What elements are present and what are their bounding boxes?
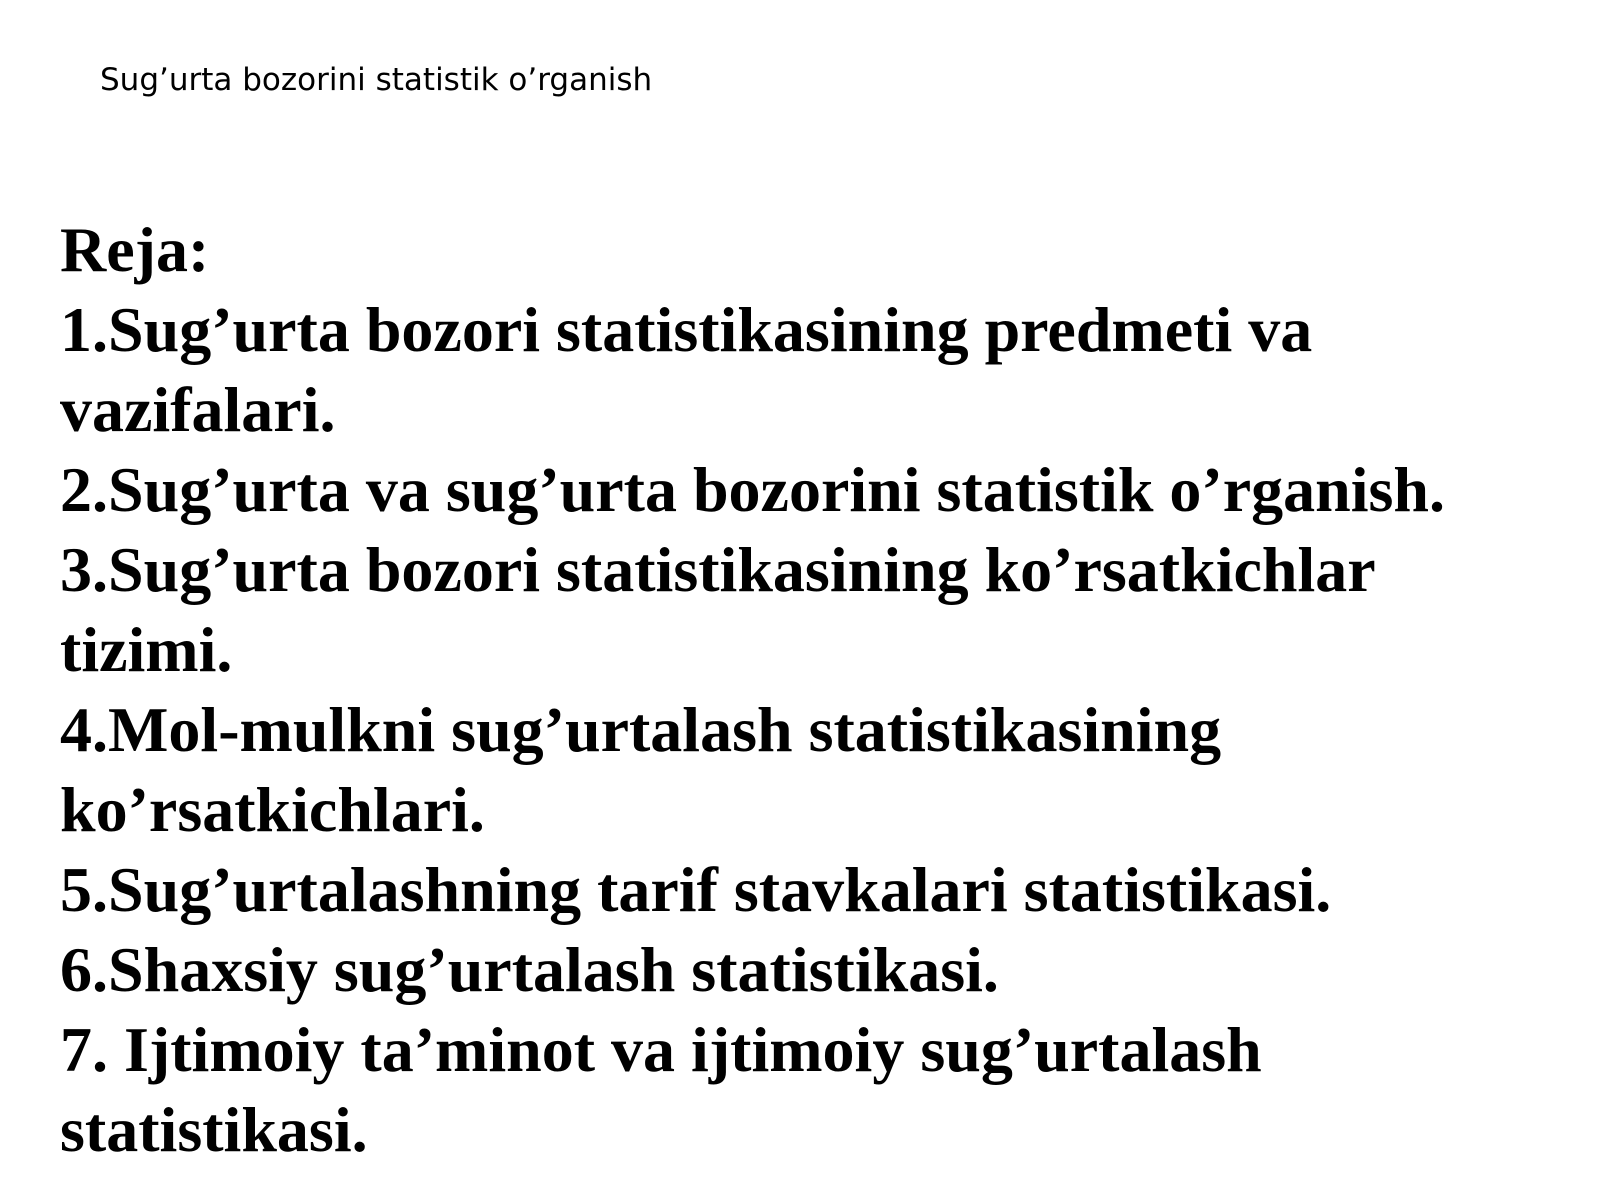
plan-item-5: 5.Sug’urtalashning tarif stavkalari statistikasi. — [60, 854, 1332, 925]
plan-list — [60, 210, 1560, 1170]
plan-item-1-line-1: 1.Sug’urta bozori statistikasining predmeti va — [60, 294, 1313, 365]
plan-item-4-line-2: ko’rsatkichlari. — [60, 774, 485, 845]
plan-item-4-line-1: 4.Mol-mulkni sug’urtalash statistikasining — [60, 694, 1222, 765]
plan-item-7-line-2: statistikasi. — [60, 1094, 368, 1165]
plan-item-3-line-1: 3.Sug’urta bozori statistikasining ko’rsatkichlar — [60, 534, 1376, 605]
plan-heading: Reja: — [60, 214, 210, 285]
plan-item-6: 6.Shaxsiy sug’urtalash statistikasi. — [60, 934, 999, 1005]
plan-item-7-line-1: 7. Ijtimoiy ta’minot va ijtimoiy sug’urtalash — [60, 1014, 1262, 1085]
plan-item-3-line-2: tizimi. — [60, 614, 233, 685]
slide-title: Sug’urta bozorini statistik o’rganish — [100, 62, 653, 98]
plan-item-1-line-2: vazifalari. — [60, 374, 336, 445]
plan-item-2: 2.Sug’urta va sug’urta bozorini statistik o’rganish. — [60, 454, 1445, 525]
